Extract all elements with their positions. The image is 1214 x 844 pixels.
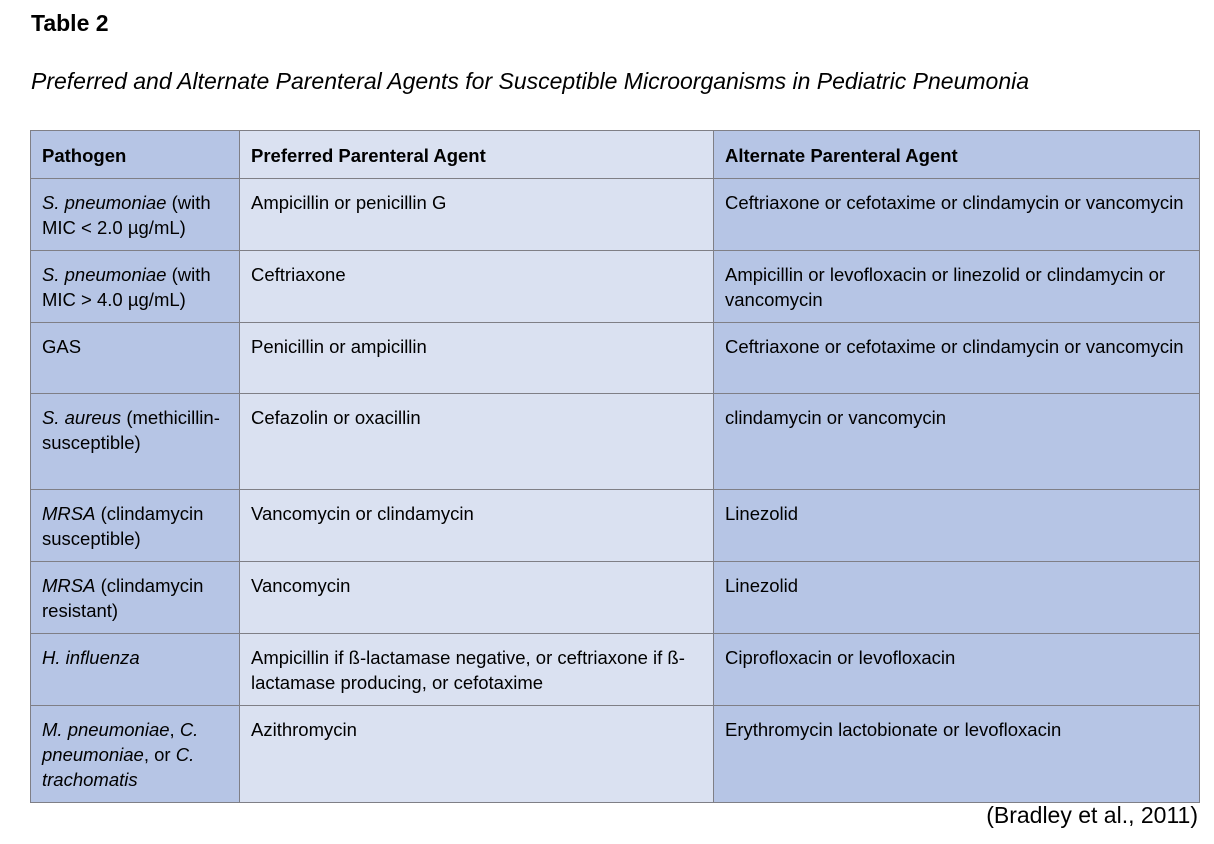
alternate-agent-cell: Ciprofloxacin or levofloxacin <box>714 634 1200 706</box>
pathogen-cell <box>31 706 240 803</box>
alternate-agent-cell: clindamycin or vancomycin <box>714 394 1200 490</box>
pathogen-cell <box>31 179 240 251</box>
alternate-agent-cell: Erythromycin lactobionate or levofloxacin <box>714 706 1200 803</box>
table-row <box>31 634 1200 706</box>
pathogen-text: , or <box>143 744 176 765</box>
pathogen-text: H. influenza <box>42 647 140 668</box>
pathogen-cell <box>31 394 240 490</box>
header-row <box>31 131 1200 179</box>
table-row <box>31 323 1200 394</box>
table-body <box>31 179 1200 803</box>
pathogen-text: (clindamycin resistant) <box>42 575 204 621</box>
table-row <box>31 394 1200 490</box>
pathogen-cell <box>31 323 240 394</box>
alternate-agent-cell: Ampicillin or levofloxacin or linezolid or clindamycin or vancomycin <box>714 251 1200 323</box>
preferred-agent-cell: Vancomycin <box>240 562 714 634</box>
preferred-agent-cell: Azithromycin <box>240 706 714 803</box>
preferred-agent-cell: Vancomycin or clindamycin <box>240 490 714 562</box>
pathogen-cell <box>31 251 240 323</box>
pathogen-text: GAS <box>42 336 82 357</box>
table-caption: Preferred and Alternate Parenteral Agents for Susceptible Microorganisms in Pediatric Pneumonia <box>31 68 1030 94</box>
pathogen-text: S. aureus <box>42 407 122 428</box>
preferred-agent-cell: Ampicillin if ß-lactamase negative, or ceftriaxone if ß-lactamase producing, or cefotaxime <box>240 634 714 706</box>
alternate-agent-cell: Linezolid <box>714 490 1200 562</box>
pathogen-text: MRSA <box>42 575 96 596</box>
table-row <box>31 179 1200 251</box>
pathogen-text: (with MIC > 4.0 µg/mL) <box>42 264 211 310</box>
table-row <box>31 706 1200 803</box>
pathogen-text: C. pneumoniae <box>42 719 199 765</box>
pathogen-text: MRSA <box>42 503 96 524</box>
preferred-agent-cell: Ampicillin or penicillin G <box>240 179 714 251</box>
pathogen-text: (clindamycin susceptible) <box>42 503 204 549</box>
pathogen-cell <box>31 562 240 634</box>
header-pathogen: Pathogen <box>31 131 240 179</box>
header-preferred-agent: Preferred Parenteral Agent <box>240 131 714 179</box>
alternate-agent-cell: Ceftriaxone or cefotaxime or clindamycin or vancomycin <box>714 323 1200 394</box>
alternate-agent-cell: Ceftriaxone or cefotaxime or clindamycin or vancomycin <box>714 179 1200 251</box>
table-row <box>31 251 1200 323</box>
pathogen-text: (methicillin-susceptible) <box>42 407 220 453</box>
preferred-agent-cell: Ceftriaxone <box>240 251 714 323</box>
pathogen-text: (with MIC < 2.0 µg/mL) <box>42 192 211 238</box>
pathogen-text: C. trachomatis <box>42 744 195 790</box>
pathogen-cell <box>31 634 240 706</box>
antibiotic-table <box>30 130 1200 803</box>
preferred-agent-cell: Penicillin or ampicillin <box>240 323 714 394</box>
pathogen-text: , <box>169 719 180 740</box>
preferred-agent-cell: Cefazolin or oxacillin <box>240 394 714 490</box>
table-row <box>31 490 1200 562</box>
pathogen-text: S. pneumoniae <box>42 264 167 285</box>
table-row <box>31 562 1200 634</box>
pathogen-cell <box>31 490 240 562</box>
table-label: Table 2 <box>31 10 109 36</box>
pathogen-text: S. pneumoniae <box>42 192 167 213</box>
citation: (Bradley et al., 2011) <box>986 802 1198 828</box>
alternate-agent-cell: Linezolid <box>714 562 1200 634</box>
pathogen-text: M. pneumoniae <box>42 719 170 740</box>
header-alternate-agent: Alternate Parenteral Agent <box>714 131 1200 179</box>
